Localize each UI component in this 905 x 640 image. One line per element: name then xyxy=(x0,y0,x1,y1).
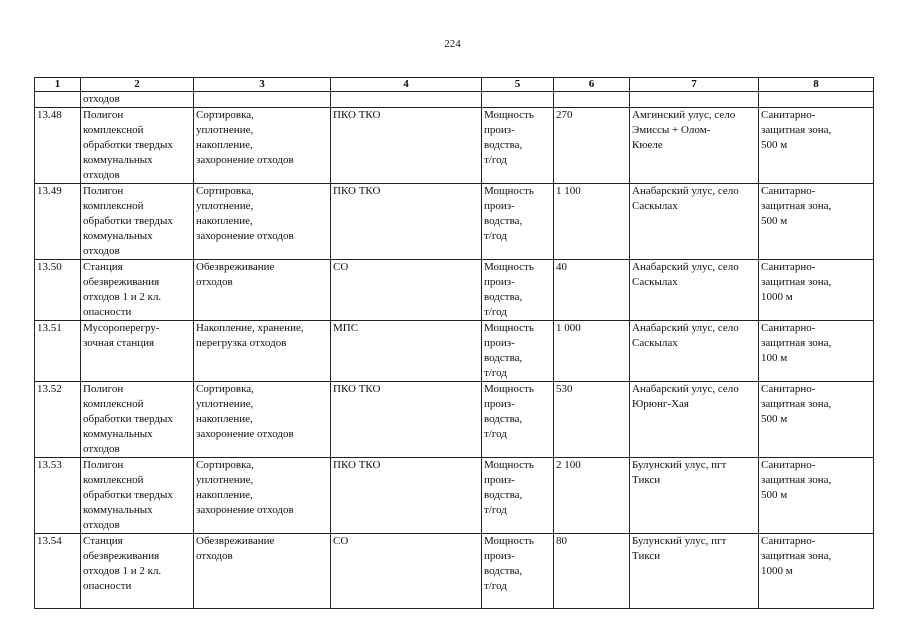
table-row xyxy=(35,534,874,609)
table-row xyxy=(35,108,874,184)
object-location: Булунский улус, пгт Тикси xyxy=(630,458,759,534)
object-name: Полигон комплексной обработки твердых коммунальных отходов xyxy=(81,108,194,184)
object-operations: Сортировка, уплотнение, накопление, захоронение отходов xyxy=(194,108,331,184)
object-operations: Обезвреживание отходов xyxy=(194,260,331,321)
object-name: Станция обезвреживания отходов 1 и 2 кл. опасности xyxy=(81,534,194,609)
table-row xyxy=(35,382,874,458)
row-number: 13.50 xyxy=(35,260,81,321)
object-location: Анабарский улус, село Юрюнг-Хая xyxy=(630,382,759,458)
indicator-name: Мощность произ- водства, т/год xyxy=(482,184,554,260)
object-type: ПКО ТКО xyxy=(331,458,482,534)
object-name: Полигон комплексной обработки твердых коммунальных отходов xyxy=(81,382,194,458)
row-number: 13.52 xyxy=(35,382,81,458)
object-operations: Накопление, хранение, перегрузка отходов xyxy=(194,321,331,382)
object-location: Анабарский улус, село Саскылах xyxy=(630,184,759,260)
indicator-name: Мощность произ- водства, т/год xyxy=(482,382,554,458)
column-header: 1 xyxy=(35,78,81,92)
table-row xyxy=(35,458,874,534)
indicator-name: Мощность произ- водства, т/год xyxy=(482,108,554,184)
indicator-name: Мощность произ- водства, т/год xyxy=(482,534,554,609)
continuation-text: отходов xyxy=(81,92,194,108)
column-header: 5 xyxy=(482,78,554,92)
object-location: Анабарский улус, село Саскылах xyxy=(630,260,759,321)
indicator-value: 80 xyxy=(554,534,630,609)
indicator-name: Мощность произ- водства, т/год xyxy=(482,321,554,382)
row-number: 13.51 xyxy=(35,321,81,382)
object-name: Мусороперегру- зочная станция xyxy=(81,321,194,382)
object-location: Амгинский улус, село Эмиссы + Олом- Кюеле xyxy=(630,108,759,184)
column-header: 2 xyxy=(81,78,194,92)
objects-table xyxy=(34,77,874,609)
object-name: Полигон комплексной обработки твердых коммунальных отходов xyxy=(81,458,194,534)
object-operations: Сортировка, уплотнение, накопление, захоронение отходов xyxy=(194,458,331,534)
column-header: 7 xyxy=(630,78,759,92)
object-name: Станция обезвреживания отходов 1 и 2 кл. опасности xyxy=(81,260,194,321)
page-number: 224 xyxy=(444,38,461,50)
object-location: Анабарский улус, село Саскылах xyxy=(630,321,759,382)
protection-zone: Санитарно- защитная зона, 500 м xyxy=(759,184,874,260)
column-header: 4 xyxy=(331,78,482,92)
row-number: 13.53 xyxy=(35,458,81,534)
object-type: МПС xyxy=(331,321,482,382)
protection-zone: Санитарно- защитная зона, 100 м xyxy=(759,321,874,382)
object-operations: Сортировка, уплотнение, накопление, захоронение отходов xyxy=(194,382,331,458)
indicator-name: Мощность произ- водства, т/год xyxy=(482,260,554,321)
indicator-value: 1 100 xyxy=(554,184,630,260)
indicator-value: 1 000 xyxy=(554,321,630,382)
header-row xyxy=(35,78,874,92)
indicator-value: 40 xyxy=(554,260,630,321)
protection-zone: Санитарно- защитная зона, 500 м xyxy=(759,382,874,458)
row-number: 13.49 xyxy=(35,184,81,260)
indicator-value: 2 100 xyxy=(554,458,630,534)
table-row xyxy=(35,260,874,321)
object-type: СО xyxy=(331,260,482,321)
protection-zone: Санитарно- защитная зона, 500 м xyxy=(759,108,874,184)
protection-zone: Санитарно- защитная зона, 1000 м xyxy=(759,534,874,609)
row-number: 13.48 xyxy=(35,108,81,184)
protection-zone: Санитарно- защитная зона, 1000 м xyxy=(759,260,874,321)
object-operations: Сортировка, уплотнение, накопление, захоронение отходов xyxy=(194,184,331,260)
indicator-value: 530 xyxy=(554,382,630,458)
object-type: ПКО ТКО xyxy=(331,382,482,458)
indicator-value: 270 xyxy=(554,108,630,184)
table-row xyxy=(35,184,874,260)
object-operations: Обезвреживание отходов xyxy=(194,534,331,609)
object-type: ПКО ТКО xyxy=(331,108,482,184)
object-type: ПКО ТКО xyxy=(331,184,482,260)
indicator-name: Мощность произ- водства, т/год xyxy=(482,458,554,534)
protection-zone: Санитарно- защитная зона, 500 м xyxy=(759,458,874,534)
table-row xyxy=(35,321,874,382)
continuation-row xyxy=(35,92,874,108)
object-location: Булунский улус, пгт Тикси xyxy=(630,534,759,609)
column-header: 3 xyxy=(194,78,331,92)
column-header: 8 xyxy=(759,78,874,92)
object-name: Полигон комплексной обработки твердых коммунальных отходов xyxy=(81,184,194,260)
column-header: 6 xyxy=(554,78,630,92)
row-number: 13.54 xyxy=(35,534,81,609)
object-type: СО xyxy=(331,534,482,609)
